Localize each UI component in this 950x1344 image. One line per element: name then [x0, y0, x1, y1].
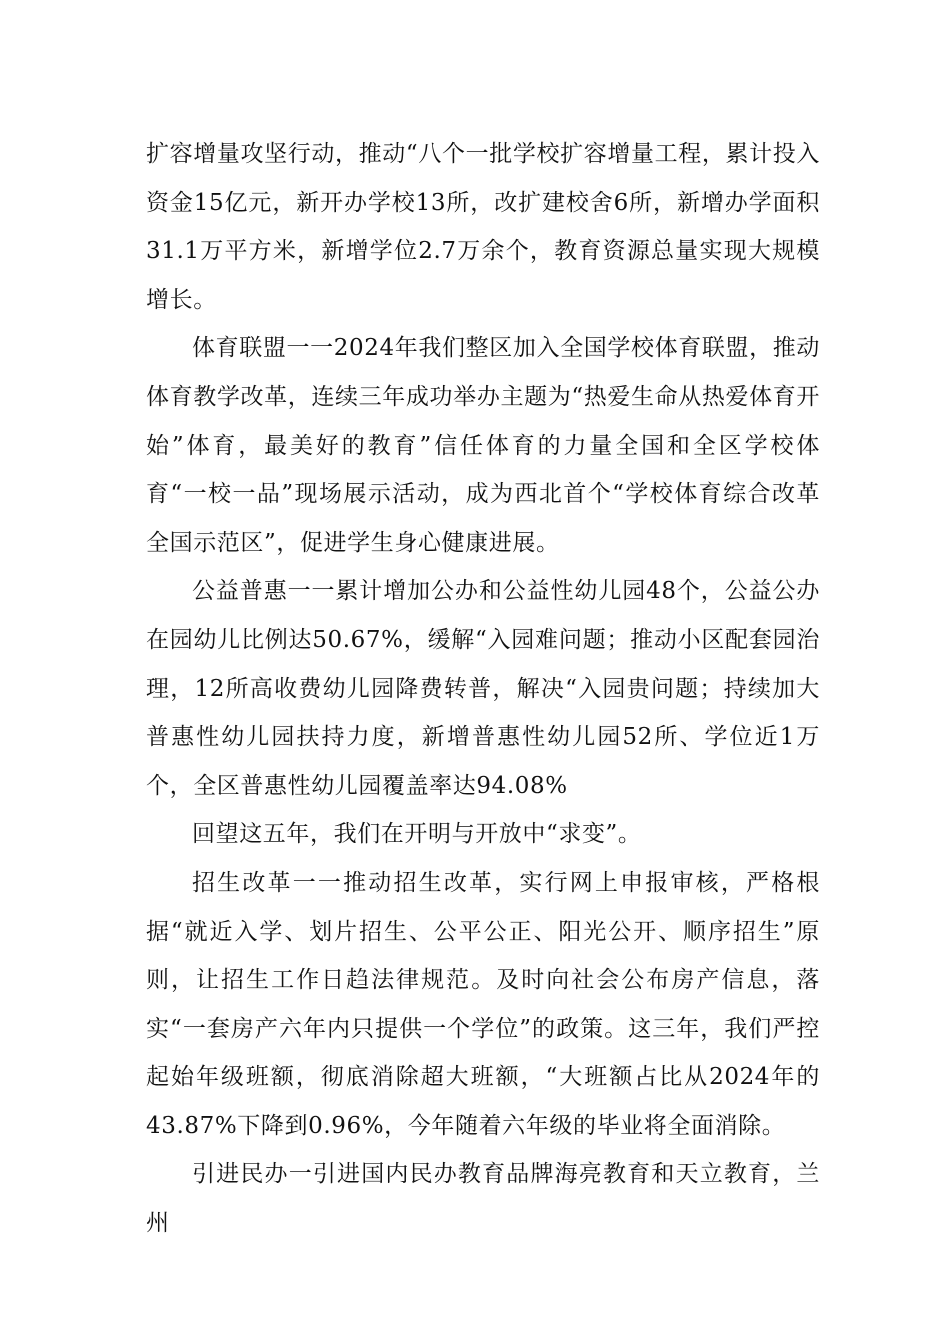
paragraph: 引进民办一引进国内民办教育品牌海亮教育和天立教育，兰州 — [146, 1161, 820, 1237]
paragraph: 公益普惠一一累计增加公办和公益性幼儿园48个，公益公办在园幼儿比例达50.67%，缓解“入园难问题；推动小区配套园治理，12所高收费幼儿园降费转普，解决“入园贵问题；持续加大普惠性幼儿园扶持力度，新增普惠性幼儿园52所、学位近1万个，全区普惠性幼儿园覆盖率达94.08% — [146, 578, 820, 799]
paragraph: 体育联盟一一2024年我们整区加入全国学校体育联盟，推动体育教学改革，连续三年成功举办主题为“热爱生命从热爱体育开始”体育，最美好的教育”信任体育的力量全国和全区学校体育“一校一品”现场展示活动，成为西北首个“学校体育综合改革全国示范区”，促进学生身心健康进展。 — [146, 335, 820, 556]
paragraph: 扩容增量攻坚行动，推动“八个一批学校扩容增量工程，累计投入资金15亿元，新开办学校13所，改扩建校舍6所，新增办学面积31.1万平方米，新增学位2.7万余个，教育资源总量实现大规模增长。 — [146, 141, 820, 313]
paragraph: 招生改革一一推动招生改革，实行网上申报审核，严格根据“就近入学、划片招生、公平公正、阳光公开、顺序招生”原则，让招生工作日趋法律规范。及时向社会公布房产信息，落实“一套房产六年内只提供一个学位”的政策。这三年，我们严控起始年级班额，彻底消除超大班额，“大班额占比从2024年的43.87%下降到0.96%，今年随着六年级的毕业将全面消除。 — [146, 869, 820, 1139]
document-body — [146, 130, 820, 1248]
paragraph: 回望这五年，我们在开明与开放中“求变”。 — [192, 821, 642, 848]
